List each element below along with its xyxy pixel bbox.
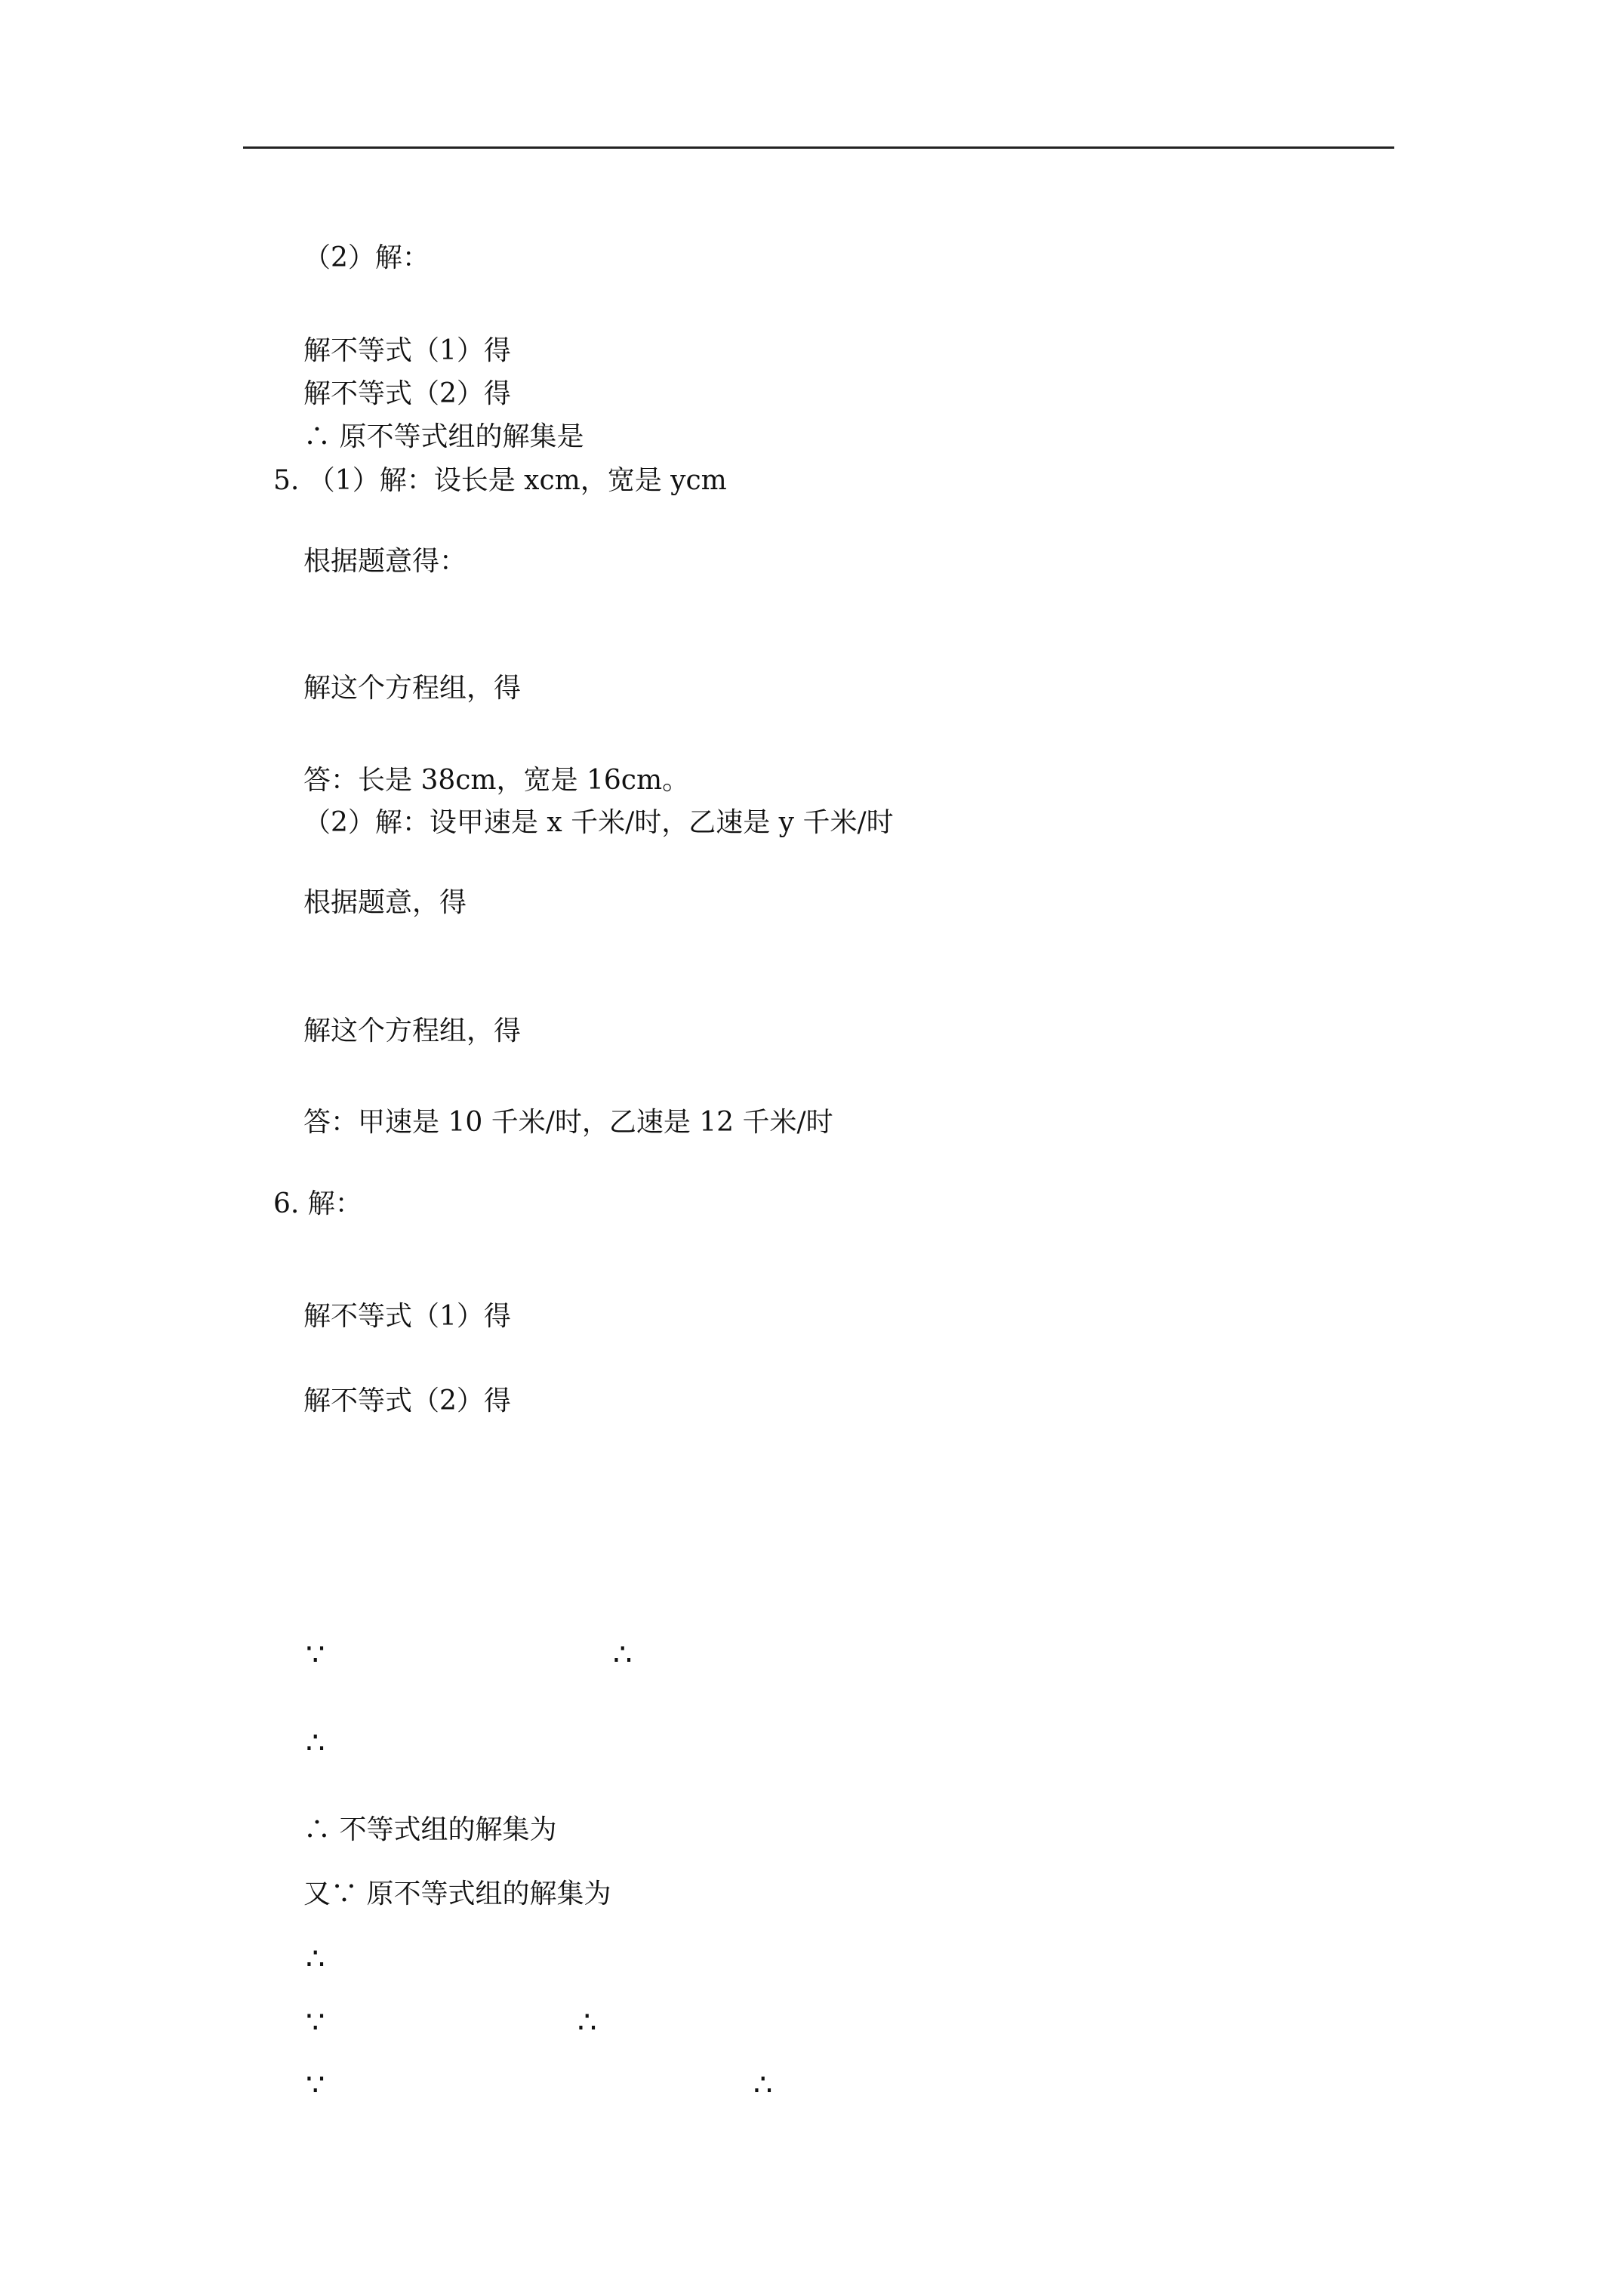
because-symbol: ∵	[306, 1638, 325, 1672]
text-line: ∴ 不等式组的解集为	[303, 1814, 557, 1845]
text-line: 答：长是 38cm，宽是 16cm。	[303, 765, 690, 796]
text-line: 根据题意，得	[303, 887, 467, 918]
text-line: 解这个方程组，得	[303, 673, 522, 704]
because-symbol: ∵	[306, 2068, 325, 2103]
text-line: 又∵ 原不等式组的解集为	[303, 1878, 611, 1909]
therefore-symbol: ∴	[306, 1726, 325, 1761]
therefore-symbol: ∴	[613, 1638, 633, 1672]
text-line: ∴ 原不等式组的解集是	[303, 421, 584, 452]
therefore-symbol: ∴	[753, 2068, 773, 2103]
text-line: 答：甲速是 10 千米/时，乙速是 12 千米/时	[303, 1107, 833, 1138]
therefore-symbol: ∴	[306, 1942, 325, 1977]
text-line: 6. 解：	[273, 1188, 362, 1219]
text-line: （2）解：	[303, 242, 430, 273]
text-line: 解不等式（2）得	[303, 378, 511, 409]
because-symbol: ∵	[306, 2005, 325, 2040]
header-rule	[243, 146, 1394, 149]
text-line: 解不等式（1）得	[303, 335, 511, 366]
text-line: 解不等式（2）得	[303, 1385, 511, 1416]
text-line: 5. （1）解：设长是 xcm，宽是 ycm	[273, 465, 727, 496]
text-line: 解这个方程组，得	[303, 1015, 522, 1046]
text-line: 根据题意得：	[303, 546, 467, 577]
text-line: （2）解：设甲速是 x 千米/时，乙速是 y 千米/时	[303, 807, 894, 838]
text-line: 解不等式（1）得	[303, 1301, 511, 1332]
therefore-symbol: ∴	[577, 2005, 597, 2040]
